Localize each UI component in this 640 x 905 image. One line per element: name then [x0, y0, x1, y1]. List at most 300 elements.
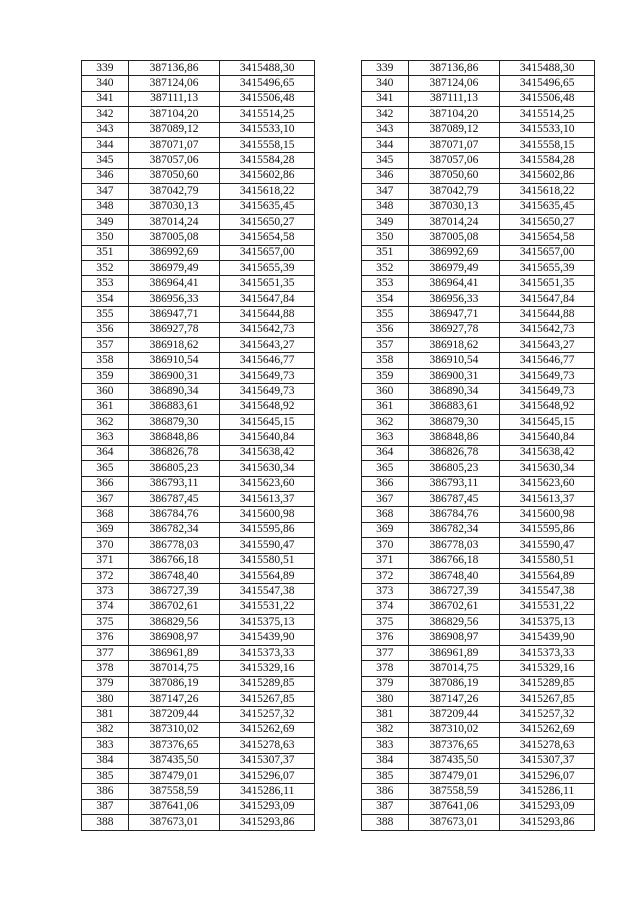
right-x-coordinate-cell: 387124,06 [408, 76, 500, 91]
right-point-number-cell: 365 [361, 461, 408, 476]
right-x-coordinate-cell: 387376,65 [408, 738, 500, 753]
right-point-number-cell: 353 [361, 276, 408, 291]
left-x-coordinate-cell: 386793,11 [128, 476, 220, 491]
table-row [82, 538, 595, 553]
table-row [82, 676, 595, 691]
right-point-number-cell: 340 [361, 76, 408, 91]
left-point-number-cell: 355 [82, 307, 129, 322]
table-row [82, 276, 595, 291]
table-row [82, 322, 595, 337]
left-y-coordinate-cell: 3415590,47 [220, 538, 315, 553]
right-y-coordinate-cell: 3415644,88 [500, 307, 595, 322]
left-y-coordinate-cell: 3415613,37 [220, 491, 315, 506]
right-y-coordinate-cell: 3415635,45 [500, 199, 595, 214]
right-x-coordinate-cell: 386787,45 [408, 491, 500, 506]
right-y-coordinate-cell: 3415645,15 [500, 414, 595, 429]
table-row [82, 584, 595, 599]
gap-cell [315, 784, 362, 799]
gap-cell [315, 707, 362, 722]
left-x-coordinate-cell: 386727,39 [128, 584, 220, 599]
table-row [82, 137, 595, 152]
table-row [82, 91, 595, 106]
left-y-coordinate-cell: 3415644,88 [220, 307, 315, 322]
table-row [82, 553, 595, 568]
left-x-coordinate-cell: 386848,86 [128, 430, 220, 445]
right-y-coordinate-cell: 3415651,35 [500, 276, 595, 291]
left-y-coordinate-cell: 3415640,84 [220, 430, 315, 445]
left-y-coordinate-cell: 3415533,10 [220, 122, 315, 137]
right-x-coordinate-cell: 386829,56 [408, 615, 500, 630]
right-point-number-cell: 359 [361, 368, 408, 383]
left-x-coordinate-cell: 387641,06 [128, 799, 220, 814]
gap-cell [315, 692, 362, 707]
table-row [82, 76, 595, 91]
gap-cell [315, 137, 362, 152]
left-x-coordinate-cell: 386992,69 [128, 245, 220, 260]
left-point-number-cell: 366 [82, 476, 129, 491]
table-row [82, 491, 595, 506]
left-point-number-cell: 387 [82, 799, 129, 814]
gap-cell [315, 768, 362, 783]
left-point-number-cell: 350 [82, 230, 129, 245]
left-point-number-cell: 345 [82, 153, 129, 168]
right-y-coordinate-cell: 3415623,60 [500, 476, 595, 491]
right-point-number-cell: 355 [361, 307, 408, 322]
right-y-coordinate-cell: 3415595,86 [500, 522, 595, 537]
table-row [82, 461, 595, 476]
left-point-number-cell: 382 [82, 722, 129, 737]
table-row [82, 799, 595, 814]
left-y-coordinate-cell: 3415547,38 [220, 584, 315, 599]
table-row [82, 122, 595, 137]
table-row [82, 291, 595, 306]
left-y-coordinate-cell: 3415329,16 [220, 661, 315, 676]
right-point-number-cell: 385 [361, 768, 408, 783]
right-x-coordinate-cell: 387136,86 [408, 61, 500, 76]
left-y-coordinate-cell: 3415267,85 [220, 692, 315, 707]
gap-cell [315, 61, 362, 76]
right-point-number-cell: 380 [361, 692, 408, 707]
right-x-coordinate-cell: 386964,41 [408, 276, 500, 291]
right-x-coordinate-cell: 387111,13 [408, 91, 500, 106]
left-y-coordinate-cell: 3415618,22 [220, 184, 315, 199]
left-x-coordinate-cell: 386918,62 [128, 338, 220, 353]
right-y-coordinate-cell: 3415640,84 [500, 430, 595, 445]
gap-cell [315, 753, 362, 768]
left-x-coordinate-cell: 387014,24 [128, 214, 220, 229]
gap-cell [315, 276, 362, 291]
right-x-coordinate-cell: 387641,06 [408, 799, 500, 814]
table-row [82, 476, 595, 491]
left-x-coordinate-cell: 386900,31 [128, 368, 220, 383]
gap-cell [315, 214, 362, 229]
right-x-coordinate-cell: 386890,34 [408, 384, 500, 399]
left-y-coordinate-cell: 3415647,84 [220, 291, 315, 306]
left-x-coordinate-cell: 387147,26 [128, 692, 220, 707]
left-x-coordinate-cell: 386829,56 [128, 615, 220, 630]
right-x-coordinate-cell: 387014,75 [408, 661, 500, 676]
left-y-coordinate-cell: 3415488,30 [220, 61, 315, 76]
right-point-number-cell: 357 [361, 338, 408, 353]
left-x-coordinate-cell: 387057,06 [128, 153, 220, 168]
left-y-coordinate-cell: 3415278,63 [220, 738, 315, 753]
right-x-coordinate-cell: 387104,20 [408, 107, 500, 122]
left-point-number-cell: 388 [82, 815, 129, 830]
right-x-coordinate-cell: 386918,62 [408, 338, 500, 353]
left-x-coordinate-cell: 386947,71 [128, 307, 220, 322]
left-y-coordinate-cell: 3415496,65 [220, 76, 315, 91]
left-y-coordinate-cell: 3415257,32 [220, 707, 315, 722]
table-row [82, 384, 595, 399]
right-x-coordinate-cell: 387005,08 [408, 230, 500, 245]
left-point-number-cell: 364 [82, 445, 129, 460]
table-row [82, 261, 595, 276]
coordinates-table [81, 60, 595, 831]
right-y-coordinate-cell: 3415289,85 [500, 676, 595, 691]
left-y-coordinate-cell: 3415648,92 [220, 399, 315, 414]
left-point-number-cell: 341 [82, 91, 129, 106]
right-y-coordinate-cell: 3415580,51 [500, 553, 595, 568]
right-x-coordinate-cell: 386979,49 [408, 261, 500, 276]
left-point-number-cell: 354 [82, 291, 129, 306]
right-point-number-cell: 375 [361, 615, 408, 630]
left-y-coordinate-cell: 3415558,15 [220, 137, 315, 152]
gap-cell [315, 230, 362, 245]
right-point-number-cell: 344 [361, 137, 408, 152]
right-x-coordinate-cell: 386826,78 [408, 445, 500, 460]
right-y-coordinate-cell: 3415650,27 [500, 214, 595, 229]
gap-cell [315, 568, 362, 583]
right-x-coordinate-cell: 386805,23 [408, 461, 500, 476]
right-x-coordinate-cell: 386961,89 [408, 645, 500, 660]
right-point-number-cell: 354 [361, 291, 408, 306]
right-x-coordinate-cell: 387086,19 [408, 676, 500, 691]
gap-cell [315, 522, 362, 537]
right-point-number-cell: 366 [361, 476, 408, 491]
right-y-coordinate-cell: 3415296,07 [500, 768, 595, 783]
right-x-coordinate-cell: 387042,79 [408, 184, 500, 199]
left-point-number-cell: 386 [82, 784, 129, 799]
left-x-coordinate-cell: 387014,75 [128, 661, 220, 676]
table-row [82, 230, 595, 245]
table-row [82, 430, 595, 445]
gap-cell [315, 91, 362, 106]
left-point-number-cell: 339 [82, 61, 129, 76]
left-y-coordinate-cell: 3415655,39 [220, 261, 315, 276]
gap-cell [315, 445, 362, 460]
left-point-number-cell: 353 [82, 276, 129, 291]
left-point-number-cell: 381 [82, 707, 129, 722]
left-y-coordinate-cell: 3415600,98 [220, 507, 315, 522]
left-point-number-cell: 379 [82, 676, 129, 691]
gap-cell [315, 384, 362, 399]
right-y-coordinate-cell: 3415638,42 [500, 445, 595, 460]
right-point-number-cell: 339 [361, 61, 408, 76]
right-point-number-cell: 371 [361, 553, 408, 568]
table-row [82, 214, 595, 229]
gap-cell [315, 338, 362, 353]
left-x-coordinate-cell: 387071,07 [128, 137, 220, 152]
right-y-coordinate-cell: 3415590,47 [500, 538, 595, 553]
left-point-number-cell: 359 [82, 368, 129, 383]
right-x-coordinate-cell: 386793,11 [408, 476, 500, 491]
left-y-coordinate-cell: 3415649,73 [220, 368, 315, 383]
left-point-number-cell: 376 [82, 630, 129, 645]
left-x-coordinate-cell: 386879,30 [128, 414, 220, 429]
left-point-number-cell: 358 [82, 353, 129, 368]
right-x-coordinate-cell: 386727,39 [408, 584, 500, 599]
right-x-coordinate-cell: 386702,61 [408, 599, 500, 614]
right-point-number-cell: 350 [361, 230, 408, 245]
right-y-coordinate-cell: 3415488,30 [500, 61, 595, 76]
left-x-coordinate-cell: 386784,76 [128, 507, 220, 522]
right-x-coordinate-cell: 386784,76 [408, 507, 500, 522]
gap-cell [315, 414, 362, 429]
gap-cell [315, 538, 362, 553]
right-x-coordinate-cell: 386992,69 [408, 245, 500, 260]
table-row [82, 107, 595, 122]
left-x-coordinate-cell: 386910,54 [128, 353, 220, 368]
table-row [82, 184, 595, 199]
right-x-coordinate-cell: 386900,31 [408, 368, 500, 383]
gap-cell [315, 799, 362, 814]
right-x-coordinate-cell: 387673,01 [408, 815, 500, 830]
gap-cell [315, 815, 362, 830]
left-x-coordinate-cell: 387086,19 [128, 676, 220, 691]
left-x-coordinate-cell: 386787,45 [128, 491, 220, 506]
left-x-coordinate-cell: 386956,33 [128, 291, 220, 306]
gap-cell [315, 399, 362, 414]
right-point-number-cell: 368 [361, 507, 408, 522]
left-x-coordinate-cell: 387005,08 [128, 230, 220, 245]
right-point-number-cell: 363 [361, 430, 408, 445]
right-point-number-cell: 348 [361, 199, 408, 214]
left-y-coordinate-cell: 3415650,27 [220, 214, 315, 229]
table-row [82, 307, 595, 322]
left-x-coordinate-cell: 387042,79 [128, 184, 220, 199]
left-point-number-cell: 356 [82, 322, 129, 337]
left-point-number-cell: 384 [82, 753, 129, 768]
left-y-coordinate-cell: 3415293,86 [220, 815, 315, 830]
table-row [82, 445, 595, 460]
right-x-coordinate-cell: 386879,30 [408, 414, 500, 429]
right-y-coordinate-cell: 3415533,10 [500, 122, 595, 137]
left-point-number-cell: 370 [82, 538, 129, 553]
gap-cell [315, 245, 362, 260]
right-y-coordinate-cell: 3415618,22 [500, 184, 595, 199]
right-y-coordinate-cell: 3415630,34 [500, 461, 595, 476]
right-point-number-cell: 378 [361, 661, 408, 676]
right-y-coordinate-cell: 3415329,16 [500, 661, 595, 676]
right-y-coordinate-cell: 3415649,73 [500, 368, 595, 383]
right-point-number-cell: 362 [361, 414, 408, 429]
gap-cell [315, 368, 362, 383]
right-y-coordinate-cell: 3415647,84 [500, 291, 595, 306]
gap-cell [315, 307, 362, 322]
left-x-coordinate-cell: 386778,03 [128, 538, 220, 553]
gap-cell [315, 676, 362, 691]
left-x-coordinate-cell: 386890,34 [128, 384, 220, 399]
right-point-number-cell: 377 [361, 645, 408, 660]
right-point-number-cell: 373 [361, 584, 408, 599]
table-row [82, 661, 595, 676]
right-y-coordinate-cell: 3415600,98 [500, 507, 595, 522]
right-x-coordinate-cell: 386782,34 [408, 522, 500, 537]
right-point-number-cell: 383 [361, 738, 408, 753]
left-x-coordinate-cell: 386702,61 [128, 599, 220, 614]
right-y-coordinate-cell: 3415375,13 [500, 615, 595, 630]
right-y-coordinate-cell: 3415642,73 [500, 322, 595, 337]
table-row [82, 784, 595, 799]
right-x-coordinate-cell: 386908,97 [408, 630, 500, 645]
left-point-number-cell: 351 [82, 245, 129, 260]
gap-cell [315, 107, 362, 122]
right-point-number-cell: 346 [361, 168, 408, 183]
right-point-number-cell: 341 [361, 91, 408, 106]
left-point-number-cell: 342 [82, 107, 129, 122]
left-x-coordinate-cell: 387124,06 [128, 76, 220, 91]
right-y-coordinate-cell: 3415286,11 [500, 784, 595, 799]
table-row [82, 768, 595, 783]
right-y-coordinate-cell: 3415558,15 [500, 137, 595, 152]
right-point-number-cell: 351 [361, 245, 408, 260]
left-y-coordinate-cell: 3415642,73 [220, 322, 315, 337]
left-y-coordinate-cell: 3415439,90 [220, 630, 315, 645]
left-point-number-cell: 377 [82, 645, 129, 660]
right-point-number-cell: 379 [361, 676, 408, 691]
right-y-coordinate-cell: 3415267,85 [500, 692, 595, 707]
gap-cell [315, 553, 362, 568]
table-row [82, 414, 595, 429]
left-x-coordinate-cell: 386826,78 [128, 445, 220, 460]
left-x-coordinate-cell: 386979,49 [128, 261, 220, 276]
table-row [82, 507, 595, 522]
table-row [82, 168, 595, 183]
right-y-coordinate-cell: 3415654,58 [500, 230, 595, 245]
left-point-number-cell: 380 [82, 692, 129, 707]
right-point-number-cell: 374 [361, 599, 408, 614]
left-x-coordinate-cell: 387111,13 [128, 91, 220, 106]
table-row [82, 645, 595, 660]
table-row [82, 338, 595, 353]
left-y-coordinate-cell: 3415293,09 [220, 799, 315, 814]
right-point-number-cell: 364 [361, 445, 408, 460]
left-y-coordinate-cell: 3415630,34 [220, 461, 315, 476]
right-y-coordinate-cell: 3415262,69 [500, 722, 595, 737]
table-row [82, 368, 595, 383]
left-x-coordinate-cell: 386961,89 [128, 645, 220, 660]
left-point-number-cell: 373 [82, 584, 129, 599]
gap-cell [315, 184, 362, 199]
right-y-coordinate-cell: 3415564,89 [500, 568, 595, 583]
left-x-coordinate-cell: 387050,60 [128, 168, 220, 183]
left-x-coordinate-cell: 387089,12 [128, 122, 220, 137]
table-row [82, 399, 595, 414]
right-y-coordinate-cell: 3415584,28 [500, 153, 595, 168]
right-point-number-cell: 356 [361, 322, 408, 337]
table-row [82, 707, 595, 722]
table-row [82, 599, 595, 614]
right-x-coordinate-cell: 387050,60 [408, 168, 500, 183]
right-y-coordinate-cell: 3415547,38 [500, 584, 595, 599]
right-point-number-cell: 361 [361, 399, 408, 414]
left-y-coordinate-cell: 3415654,58 [220, 230, 315, 245]
right-point-number-cell: 376 [361, 630, 408, 645]
left-point-number-cell: 383 [82, 738, 129, 753]
right-x-coordinate-cell: 387089,12 [408, 122, 500, 137]
left-y-coordinate-cell: 3415289,85 [220, 676, 315, 691]
right-x-coordinate-cell: 386748,40 [408, 568, 500, 583]
right-x-coordinate-cell: 386947,71 [408, 307, 500, 322]
right-y-coordinate-cell: 3415257,32 [500, 707, 595, 722]
gap-cell [315, 461, 362, 476]
left-y-coordinate-cell: 3415307,37 [220, 753, 315, 768]
left-point-number-cell: 361 [82, 399, 129, 414]
gap-cell [315, 291, 362, 306]
left-x-coordinate-cell: 387136,86 [128, 61, 220, 76]
left-x-coordinate-cell: 387673,01 [128, 815, 220, 830]
left-y-coordinate-cell: 3415623,60 [220, 476, 315, 491]
left-x-coordinate-cell: 387376,65 [128, 738, 220, 753]
right-y-coordinate-cell: 3415657,00 [500, 245, 595, 260]
right-x-coordinate-cell: 387071,07 [408, 137, 500, 152]
right-point-number-cell: 388 [361, 815, 408, 830]
table-row [82, 353, 595, 368]
left-y-coordinate-cell: 3415646,77 [220, 353, 315, 368]
left-y-coordinate-cell: 3415286,11 [220, 784, 315, 799]
left-y-coordinate-cell: 3415564,89 [220, 568, 315, 583]
left-y-coordinate-cell: 3415651,35 [220, 276, 315, 291]
table-row [82, 753, 595, 768]
left-point-number-cell: 357 [82, 338, 129, 353]
left-y-coordinate-cell: 3415514,25 [220, 107, 315, 122]
left-x-coordinate-cell: 387558,59 [128, 784, 220, 799]
right-y-coordinate-cell: 3415649,73 [500, 384, 595, 399]
left-y-coordinate-cell: 3415638,42 [220, 445, 315, 460]
gap-cell [315, 430, 362, 445]
left-x-coordinate-cell: 387435,50 [128, 753, 220, 768]
right-y-coordinate-cell: 3415602,86 [500, 168, 595, 183]
right-y-coordinate-cell: 3415655,39 [500, 261, 595, 276]
right-point-number-cell: 384 [361, 753, 408, 768]
gap-cell [315, 491, 362, 506]
right-y-coordinate-cell: 3415646,77 [500, 353, 595, 368]
table-row [82, 815, 595, 830]
right-point-number-cell: 382 [361, 722, 408, 737]
left-point-number-cell: 385 [82, 768, 129, 783]
left-point-number-cell: 368 [82, 507, 129, 522]
left-x-coordinate-cell: 387030,13 [128, 199, 220, 214]
left-point-number-cell: 374 [82, 599, 129, 614]
left-y-coordinate-cell: 3415296,07 [220, 768, 315, 783]
gap-cell [315, 599, 362, 614]
right-x-coordinate-cell: 387147,26 [408, 692, 500, 707]
right-x-coordinate-cell: 387057,06 [408, 153, 500, 168]
left-x-coordinate-cell: 386964,41 [128, 276, 220, 291]
right-point-number-cell: 349 [361, 214, 408, 229]
left-point-number-cell: 347 [82, 184, 129, 199]
right-y-coordinate-cell: 3415278,63 [500, 738, 595, 753]
left-x-coordinate-cell: 387310,02 [128, 722, 220, 737]
right-point-number-cell: 358 [361, 353, 408, 368]
table-row [82, 692, 595, 707]
left-x-coordinate-cell: 386927,78 [128, 322, 220, 337]
table-row [82, 630, 595, 645]
left-y-coordinate-cell: 3415657,00 [220, 245, 315, 260]
left-x-coordinate-cell: 386883,61 [128, 399, 220, 414]
left-point-number-cell: 365 [82, 461, 129, 476]
gap-cell [315, 261, 362, 276]
